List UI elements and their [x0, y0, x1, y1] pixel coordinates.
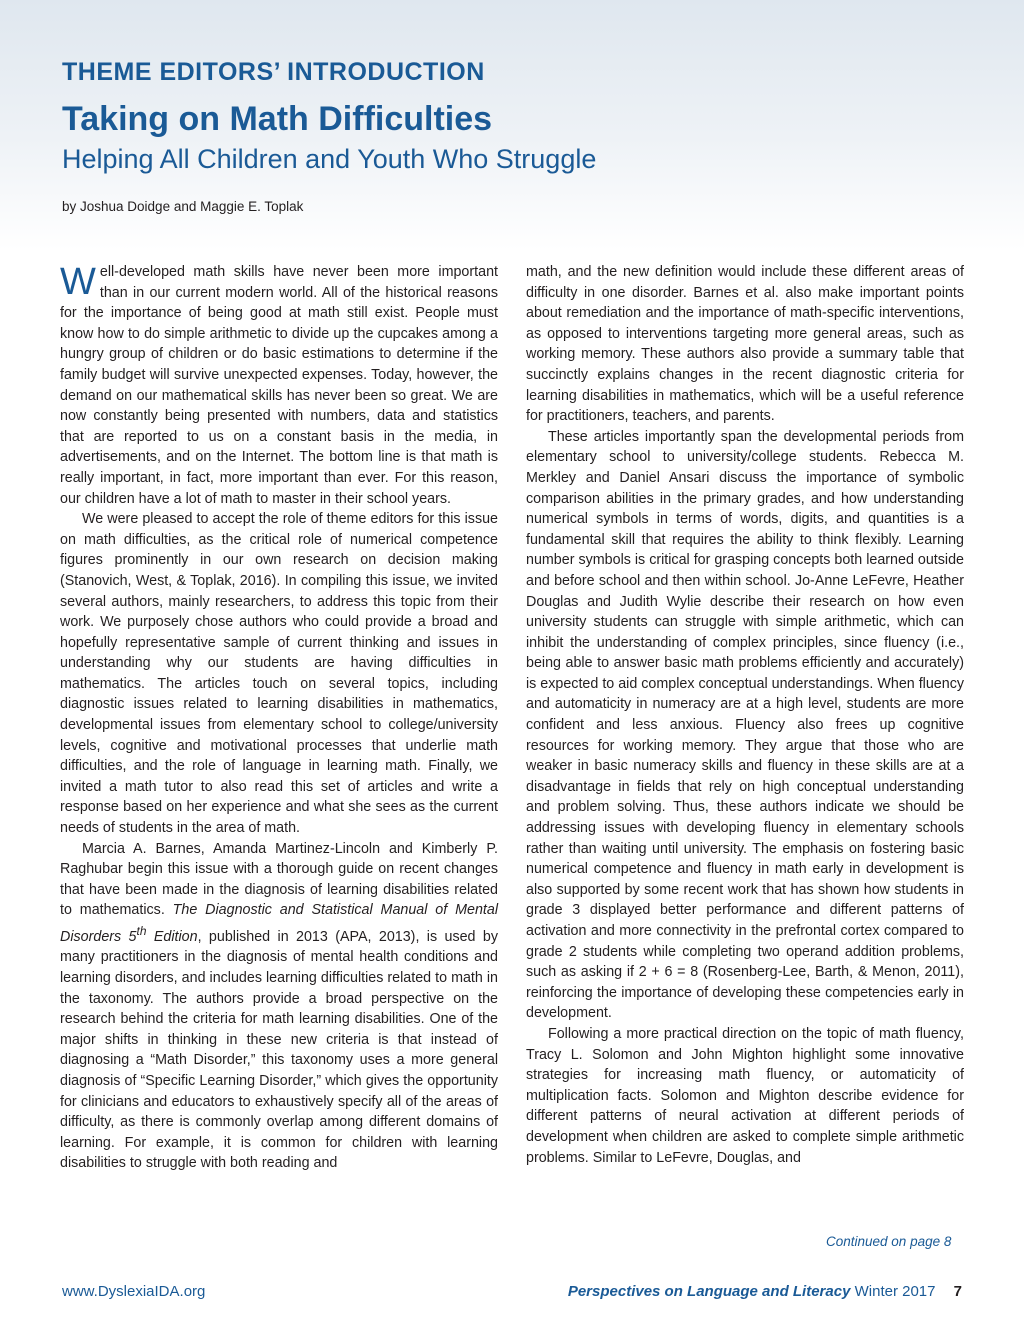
- section-kicker: THEME EDITORS’ INTRODUCTION: [62, 58, 485, 86]
- issue-label: Winter 2017: [854, 1283, 936, 1300]
- footer-website-link[interactable]: www.DyslexiaIDA.org: [62, 1283, 206, 1300]
- dsm-title-edition: Edition: [146, 928, 198, 945]
- left-column: [60, 262, 498, 1174]
- dsm-superscript: th: [136, 924, 147, 938]
- dsm-title-text: The Diagnostic and Statistical Manual of Mental Disorders 5: [60, 902, 498, 945]
- footer-journal-info: [568, 1283, 962, 1300]
- journal-name: Perspectives on Language and Literacy: [567, 1283, 851, 1300]
- paragraph-6: Following a more practical direction on the topic of math fluency, Tracy L. Solomon and John Mighton highlight some innovative strategies for increasing math fluency, or automaticity of multiplication facts. Solomon and Mighton describe evidence for different patterns of neural activation at different periods of development when children are asked to complete simple arithmetic problems. Similar to LeFevre, Douglas, and: [526, 1025, 964, 1166]
- paragraph-1-text: ell-developed math skills have never been more important than in our current modern world. All of the historical reasons for the importance of being good at math still exist. People must know how to do simple arithmetic to divide up the cupcakes among a hungry group of children or do basic estimations to determine if the family budget will survive unexpected expenses. Today, however, the demand on our mathematical skills has never been so great. We are now constantly being presented with numbers, data and statistics that are reported to us on a constant basis in the media, in advertisements, and on the Internet. The bottom line is that math is really important, in fact, more important than ever. For this reason, our children have a lot of math to master in their school years.: [60, 264, 498, 507]
- page-number: 7: [953, 1283, 962, 1300]
- paragraph-4: math, and the new definition would include these different areas of difficulty in one disorder. Barnes et al. also make important points about remediation and the importance of math-specific interventions, as opposed to interventions targeting more general areas, such as working memory. These authors also provide a summary table that succinctly explains changes in the recent diagnostic criteria for learning disabilities in mathematics, which will be a useful reference for practitioners, teachers, and parents.: [526, 264, 964, 425]
- paragraph-2: We were pleased to accept the role of theme editors for this issue on math difficulties, as the critical role of numerical competence figures prominently in our own research on decision making (Stanovich, West, & Toplak, 2016). In compiling this issue, we invited several authors, mainly researchers, to address this topic from their work. We purposely chose authors who could provide a broad and hopefully representative sample of current thinking and issues in understanding why our students are having difficulties in mathematics. The articles touch on several topics, including diagnostic issues related to learning disabilities in mathematics, developmental issues from elementary school to college/university levels, cognitive and motivational processes that underlie math difficulties, and the role of language in learning math. Finally, we invited a math tutor to also read this set of articles and write a response based on her experience and what she sees as the current needs of students in the area of math.: [60, 511, 498, 837]
- continued-on-page-link[interactable]: Continued on page 8: [826, 1234, 952, 1249]
- drop-cap: W: [60, 261, 96, 303]
- paragraph-3-text-a: Marcia A. Barnes, Amanda Martinez-Lincoln and Kimberly P. Raghubar begin this issue with a thorough guide on recent changes that have been made in the diagnosis of learning disabilities related to mathematics.: [60, 840, 498, 919]
- paragraph-1: [60, 262, 498, 509]
- byline: by Joshua Doidge and Maggie E. Toplak: [62, 199, 304, 214]
- article-subtitle: Helping All Children and Youth Who Struggle: [62, 144, 597, 174]
- paragraph-3-text-b: , published in 2013 (APA, 2013), is used by many practitioners in the diagnosis of mental health conditions and learning disorders, and includes learning difficulties related to math in the taxonomy. The authors provide a broad perspective on the research behind the criteria for math learning disabilities. One of the major shifts in thinking in these new criteria is that instead of diagnosing a “Math Disorder,” this taxonomy uses a more general diagnosis of “Specific Learning Disorder,” which gives the opportunity for clinicians and educators to exhaustively specify all of the areas of difficulty, as there is commonly overlap among different domains of learning. For example, it is common for children with learning disabilities to struggle with both reading and: [60, 928, 498, 1172]
- paragraph-3: [60, 839, 498, 1174]
- paragraph-5: These articles importantly span the developmental periods from elementary school to university/college students. Rebecca M. Merkley and Daniel Ansari discuss the importance of symbolic comparison abilities in the primary grades, and how understanding numerical symbols in terms of words, digits, and quantities is a fundamental skill that requires the ability to think flexibly. Learning number symbols is critical for grasping concepts both learned outside and before school and then within school. Jo-Anne LeFevre, Heather Douglas and Judith Wylie describe their research on how even university students can struggle with simple arithmetic, which can inhibit the understanding of complex principles, since fluency (i.e., being able to answer basic math problems efficiently and accurately) is expected to aid complex conceptual understandings. When fluency and automaticity in numeracy are at a high level, students are more confident and less anxious. Fluency also frees up cognitive resources for working memory. They argue that those who are weaker in basic numeracy skills and fluency in these skills are at a disadvantage in fields that rely on high conceptual understanding and problem solving. Thus, these authors indicate we should be addressing issues with developing fluency in elementary schools rather than waiting until university. The emphasis on fostering basic numerical competence and fluency in math early in development is also supported by some recent work that has shown how students in grade 3 displayed better performance and different patterns of activation and more connectivity in the prefrontal cortex compared to grade 2 students while completing two operand addition problems, such as asking if 2 + 6 = 8 (Rosenberg-Lee, Barth, & Menon, 2011), reinforcing the importance of developing these competencies early in development.: [526, 428, 964, 1022]
- right-column: [526, 262, 964, 1168]
- article-title: Taking on Math Difficulties: [62, 100, 493, 138]
